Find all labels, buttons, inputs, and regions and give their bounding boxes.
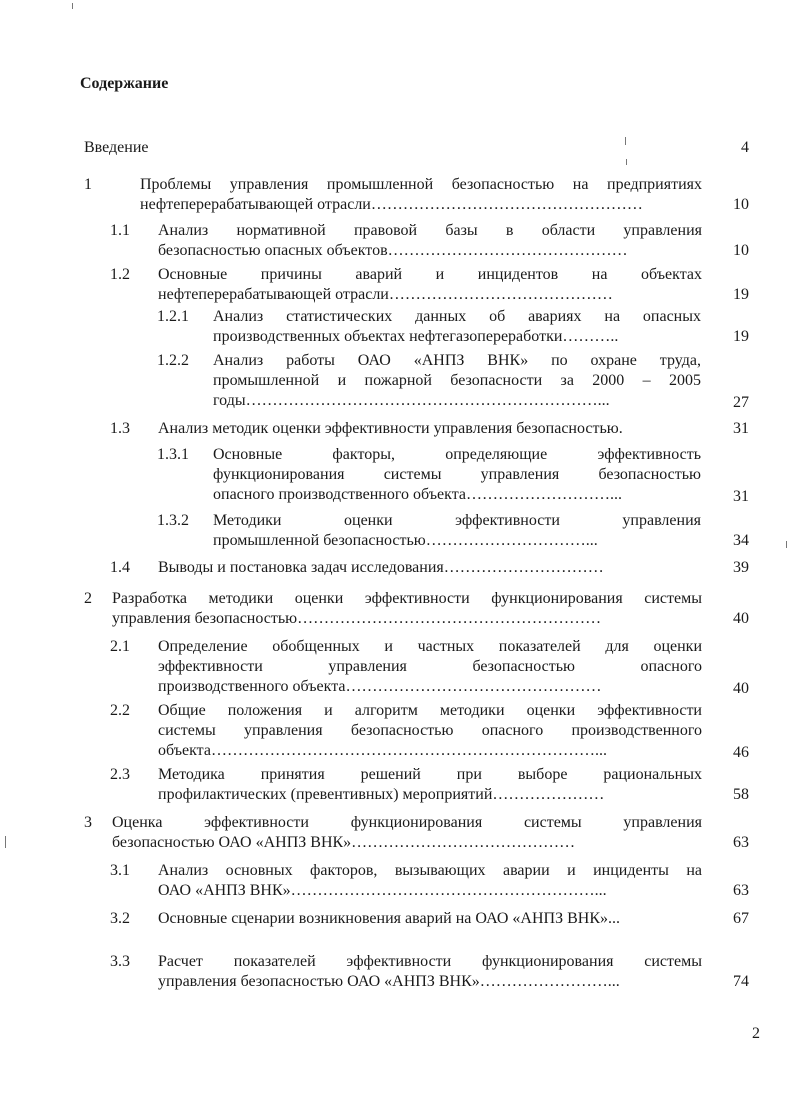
page-number: 2	[752, 1025, 760, 1042]
toc-entry-number: 1.3.2	[157, 512, 189, 529]
toc-entry-text: Оценка эффективности функционирования системы управления	[112, 814, 702, 831]
toc-entry-page: 34	[733, 532, 749, 549]
toc-entry-text: Общие положения и алгоритм методики оценки эффективности	[158, 702, 702, 719]
toc-entry-text: профилактических (превентивных) мероприятий…………………	[158, 786, 605, 803]
toc-entry-number: 1.3	[110, 420, 130, 437]
toc-entry-page: 10	[733, 242, 749, 259]
scan-mark	[5, 836, 6, 848]
toc-entry-number: 2	[84, 590, 92, 607]
toc-entry-number: 1.4	[110, 559, 130, 576]
toc-entry-text: Методики оценки эффективности управления	[213, 512, 701, 529]
toc-entry-number: 2.2	[110, 702, 130, 719]
toc-entry-text: производственных объектах нефтегазопереработки………..	[213, 328, 619, 345]
toc-entry-number: 1.2.1	[157, 308, 189, 325]
toc-entry-text: Выводы и постановка задач исследования…………………………	[158, 559, 604, 576]
scan-mark	[626, 159, 627, 165]
toc-entry-text: производственного объекта…………………………………………	[158, 678, 602, 695]
toc-entry-text: опасного производственного объекта………………………...	[213, 486, 622, 503]
toc-entry-page: 67	[733, 910, 749, 927]
toc-entry-page: 40	[733, 680, 749, 697]
toc-entry-page: 40	[733, 610, 749, 627]
toc-entry-number: 1.3.1	[157, 446, 189, 463]
scan-mark	[72, 3, 73, 9]
toc-entry-text: Разработка методики оценки эффективности функционирования системы	[112, 590, 702, 607]
toc-entry-text: Основные факторы, определяющие эффективность	[213, 446, 701, 463]
toc-entry-number: 3	[84, 814, 92, 831]
toc-entry-number: 3.1	[110, 862, 130, 879]
toc-entry-text: Введение	[84, 139, 149, 156]
toc-entry-number: 3.2	[110, 910, 130, 927]
toc-entry-text: системы управления безопасностью опасного производственного	[158, 722, 702, 739]
toc-title: Содержание	[80, 75, 169, 92]
toc-entry-text: нефтеперерабатывающей отрасли……………………………………………	[140, 196, 643, 213]
toc-entry-text: Анализ статистических данных об авариях на опасных	[213, 308, 701, 325]
scan-mark	[786, 541, 787, 548]
toc-entry-number: 2.3	[110, 766, 130, 783]
toc-entry-text: функционирования системы управления безопасностью	[213, 466, 701, 483]
toc-entry-page: 31	[733, 420, 749, 437]
toc-entry-page: 63	[733, 834, 749, 851]
toc-entry-text: ОАО «АНПЗ ВНК»…………………………………………………...	[158, 882, 607, 899]
toc-entry-page: 4	[741, 139, 749, 156]
toc-entry-text: нефтеперерабатывающей отрасли……………………………………	[158, 286, 613, 303]
toc-entry-text: промышленной и пожарной безопасности за 2000 – 2005	[213, 372, 701, 389]
scan-mark	[625, 137, 626, 145]
toc-entry-text: Методика принятия решений при выборе рациональных	[158, 766, 702, 783]
toc-entry-text: Анализ основных факторов, вызывающих аварии и инциденты на	[158, 862, 702, 879]
toc-entry-text: промышленной безопасностью…………………………...	[213, 532, 598, 549]
toc-entry-text: управления безопасностью…………………………………………………	[112, 610, 602, 627]
toc-entry-text: Анализ нормативной правовой базы в области управления	[158, 222, 702, 239]
toc-entry-text: Определение обобщенных и частных показателей для оценки	[158, 638, 702, 655]
toc-entry-text: Анализ работы ОАО «АНПЗ ВНК» по охране труда,	[213, 352, 701, 369]
toc-entry-text: объекта………………………………………………………………...	[158, 742, 607, 759]
toc-entry-page: 10	[733, 196, 749, 213]
toc-entry-text: безопасностью опасных объектов………………………………………	[158, 242, 628, 259]
toc-entry-page: 27	[733, 394, 749, 411]
toc-entry-text: Расчет показателей эффективности функционирования системы	[158, 953, 702, 970]
toc-entry-text: годы…………………………………………………………...	[213, 392, 610, 409]
toc-entry-number: 2.1	[110, 638, 130, 655]
toc-entry-page: 31	[733, 488, 749, 505]
toc-entry-text: эффективности управления безопасностью опасного	[158, 658, 702, 675]
toc-entry-page: 19	[733, 328, 749, 345]
toc-entry-text: Проблемы управления промышленной безопасностью на предприятиях	[140, 176, 702, 193]
toc-entry-number: 1.1	[110, 222, 130, 239]
toc-entry-page: 63	[733, 882, 749, 899]
toc-entry-number: 1	[84, 176, 92, 193]
toc-entry-number: 1.2.2	[157, 352, 189, 369]
toc-entry-text: Основные сценарии возникновения аварий на ОАО «АНПЗ ВНК»...	[158, 910, 620, 927]
toc-entry-page: 19	[733, 286, 749, 303]
toc-entry-page: 46	[733, 744, 749, 761]
toc-entry-page: 74	[733, 973, 749, 990]
toc-entry-page: 58	[733, 786, 749, 803]
toc-entry-number: 3.3	[110, 953, 130, 970]
toc-entry-number: 1.2	[110, 266, 130, 283]
toc-entry-page: 39	[733, 559, 749, 576]
toc-entry-text: Основные причины аварий и инцидентов на объектах	[158, 266, 702, 283]
toc-entry-text: управления безопасностью ОАО «АНПЗ ВНК»……………………...	[158, 973, 620, 990]
toc-entry-text: Анализ методик оценки эффективности управления безопасностью.	[158, 420, 623, 437]
toc-entry-text: безопасностью ОАО «АНПЗ ВНК»……………………………………	[112, 834, 576, 851]
